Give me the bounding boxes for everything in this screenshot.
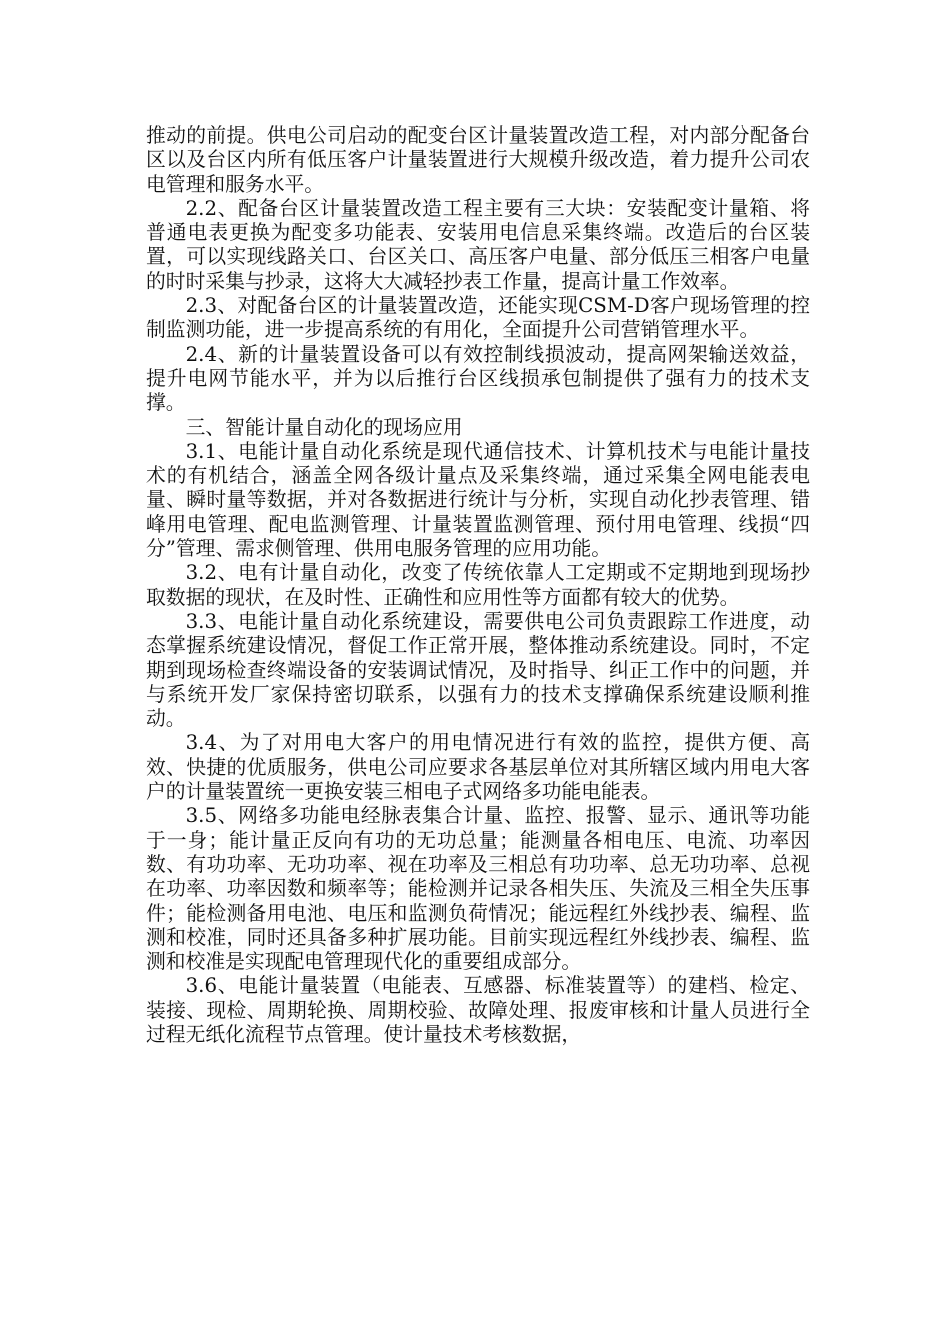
paragraph-3-3: 3.3、电能计量自动化系统建设，需要供电公司负责跟踪工作进度，动态掌握系统建设情况，督促工作正常开展，整体推动系统建设。同时，不定期到现场检查终端设备的安装调试情况，及时指导、纠正工作中的问题，并与系统开发厂家保持密切联系，以强有力的技术支撑确保系统建设顺利推动。 xyxy=(146,609,810,731)
paragraph-3-2: 3.2、电有计量自动化，改变了传统依靠人工定期或不定期地到现场抄取数据的现状，在及时性、正确性和应用性等方面都有较大的优势。 xyxy=(146,561,810,609)
document-page xyxy=(146,124,810,1047)
paragraph-continuation: 推动的前提。供电公司启动的配变台区计量装置改造工程，对内部分配备台区以及台区内所有低压客户计量装置进行大规模升级改造，着力提升公司农电管理和服务水平。 xyxy=(146,124,810,196)
section-heading-3: 三、智能计量自动化的现场应用 xyxy=(185,415,463,439)
paragraph-2-2: 2.2、配备台区计量装置改造工程主要有三大块：安装配变计量箱、将普通电表更换为配变多功能表、安装用电信息采集终端。改造后的台区装置，可以实现线路关口、台区关口、高压客户电量、部分低压三相客户电量的时时采集与抄录，这将大大减轻抄表工作量，提高计量工作效率。 xyxy=(146,196,810,293)
paragraph-3-4: 3.4、为了对用电大客户的用电情况进行有效的监控，提供方便、高效、快捷的优质服务，供电公司应要求各基层单位对其所辖区域内用电大客户的计量装置统一更换安装三相电子式网络多功能电能表。 xyxy=(146,731,810,804)
paragraph-3-6: 3.6、电能计量装置（电能表、互感器、标准装置等）的建档、检定、装接、现检、周期轮换、周期校验、故障处理、报废审核和计量人员进行全过程无纸化流程节点管理。使计量技术考核数据， xyxy=(146,974,810,1046)
paragraph-2-3: 2.3、对配备台区的计量装置改造，还能实现CSM-D客户现场管理的控制监测功能，进一步提高系统的有用化，全面提升公司营销管理水平。 xyxy=(146,294,810,342)
paragraph-3-1: 3.1、电能计量自动化系统是现代通信技术、计算机技术与电能计量技术的有机结合，涵盖全网各级计量点及采集终端，通过采集全网电能表电量、瞬时量等数据，并对各数据进行统计与分析，实现自动化抄表管理、错峰用电管理、配电监测管理、计量装置监测管理、预付用电管理、线损“四分”管理、需求侧管理、供用电服务管理的应用功能。 xyxy=(146,439,810,561)
paragraph-2-4: 2.4、新的计量装置设备可以有效控制线损波动，提高网架输送效益，提升电网节能水平，并为以后推行台区线损承包制提供了强有力的技术支撑。 xyxy=(146,342,810,415)
paragraph-3-5: 3.5、网络多功能电经脉表集合计量、监控、报警、显示、通讯等功能于一身；能计量正反向有功的无功总量；能测量各相电压、电流、功率因数、有功功率、无功功率、视在功率及三相总有功功率、总无功功率、总视在功率、功率因数和频率等；能检测并记录各相失压、失流及三相全失压事件；能检测备用电池、电压和监测负荷情况；能远程红外线抄表、编程、监测和校准，同时还具备多种扩展功能。目前实现远程红外线抄表、编程、监测和校准是实现配电管理现代化的重要组成部分。 xyxy=(146,804,810,974)
